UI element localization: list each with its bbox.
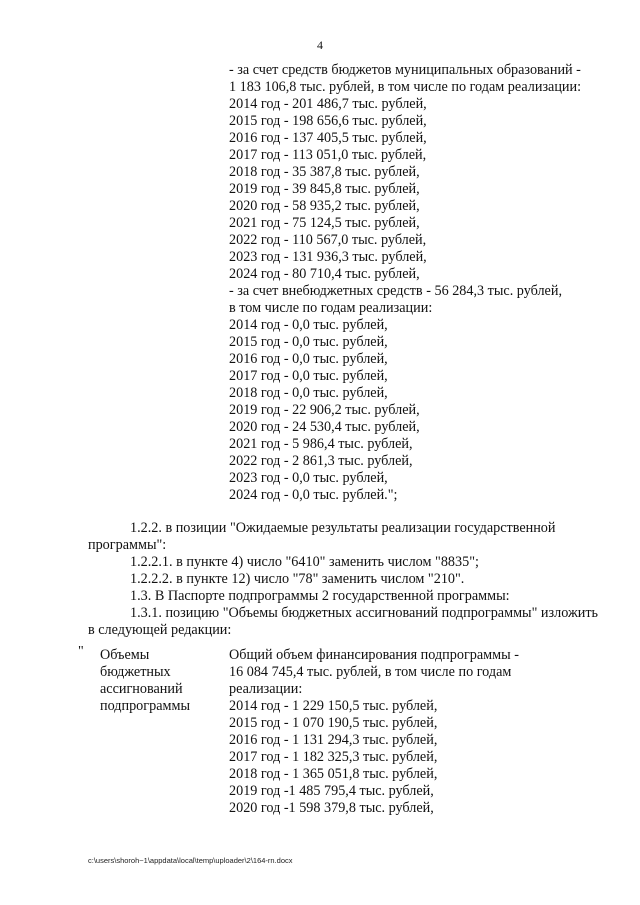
table-year-2017: 2017 год - 1 182 325,3 тыс. рублей, <box>229 749 438 765</box>
table-year-2014: 2014 год - 1 229 150,5 тыс. рублей, <box>229 698 438 714</box>
table-word: тыс. <box>307 664 333 680</box>
municipal-funding-block <box>229 62 609 504</box>
extrabudget-year-2016: 2016 год - 0,0 тыс. рублей, <box>229 351 388 367</box>
section-word: бюджетных <box>281 605 352 621</box>
extrabudget-year-2024: 2024 год - 0,0 тыс. рублей."; <box>229 487 398 503</box>
left-label-line: бюджетных <box>100 664 171 680</box>
municipal-year-2014: 2014 год - 201 486,7 тыс. рублей, <box>229 96 427 112</box>
extrabudget-line-2: в том числе по годам реализации: <box>229 300 433 316</box>
extrabudget-word: внебюджетных <box>281 283 374 299</box>
table-word: числе <box>420 664 455 680</box>
page-number: 4 <box>317 38 323 52</box>
section-word: государственной <box>454 520 556 536</box>
section-word: "Ожидаемые <box>229 520 308 536</box>
extrabudget-word: за <box>237 283 250 299</box>
section-1-2-2 <box>88 520 612 639</box>
extrabudget-year-2015: 2015 год - 0,0 тыс. рублей, <box>229 334 388 350</box>
section-1-3: 1.3. В Паспорте подпрограммы 2 государственной программы: <box>130 588 510 604</box>
extrabudget-word: тыс. <box>487 283 514 299</box>
opening-quote: " <box>78 644 84 659</box>
extrabudget-year-2019: 2019 год - 22 906,2 тыс. рублей, <box>229 402 420 418</box>
left-label-line: ассигнований <box>100 681 183 697</box>
left-label-line: Объемы <box>100 647 150 663</box>
section-word: позицию <box>165 605 220 621</box>
table-word: 16 084 745,4 <box>229 664 304 680</box>
municipal-year-2016: 2016 год - 137 405,5 тыс. рублей, <box>229 130 427 146</box>
table-word: Общий <box>229 647 273 663</box>
table-row-1 <box>229 647 612 664</box>
table-word: подпрограммы <box>420 647 511 663</box>
extrabudget-word: средств <box>376 283 423 299</box>
section-word: "Объемы <box>222 605 278 621</box>
section-word: реализации <box>381 520 451 536</box>
table-year-2020: 2020 год -1 598 379,8 тыс. рублей, <box>229 800 434 816</box>
extrabudget-year-2023: 2023 год - 0,0 тыс. рублей, <box>229 470 388 486</box>
table-word: рублей, <box>336 664 382 680</box>
section-1-3-1-line-2: в следующей редакции: <box>88 622 232 638</box>
extrabudget-year-2017: 2017 год - 0,0 тыс. рублей, <box>229 368 388 384</box>
table-word: - <box>514 647 519 663</box>
section-word: ассигнований <box>355 605 439 621</box>
section-word: подпрограммы" <box>441 605 538 621</box>
table-year-2018: 2018 год - 1 365 051,8 тыс. рублей, <box>229 766 438 782</box>
municipal-year-2020: 2020 год - 58 935,2 тыс. рублей, <box>229 198 420 214</box>
table-word: годам <box>476 664 512 680</box>
extrabudget-year-2021: 2021 год - 5 986,4 тыс. рублей, <box>229 436 413 452</box>
section-1-2-2-1: 1.2.2.1. в пункте 4) число "6410" заменить числом "8835"; <box>130 554 479 570</box>
municipal-year-2019: 2019 год - 39 845,8 тыс. рублей, <box>229 181 420 197</box>
table-row-2 <box>229 664 612 681</box>
table-word: по <box>458 664 474 680</box>
section-1-2-2-2: 1.2.2.2. в пункте 12) число "78" заменить числом "210". <box>130 571 465 587</box>
section-word: 1.3.1. <box>130 605 162 621</box>
table-right-content <box>229 647 612 817</box>
municipal-year-2022: 2022 год - 110 567,0 тыс. рублей, <box>229 232 427 248</box>
municipal-year-2021: 2021 год - 75 124,5 тыс. рублей, <box>229 215 420 231</box>
section-word: в <box>165 520 173 536</box>
extrabudget-line-1 <box>229 283 612 300</box>
section-1-3-1-line-1 <box>88 605 612 622</box>
extrabudget-year-2020: 2020 год - 24 530,4 тыс. рублей, <box>229 419 420 435</box>
section-word: 1.2.2. <box>130 520 162 536</box>
extrabudget-word: - <box>426 283 431 299</box>
municipal-line-2: 1 183 106,8 тыс. рублей, в том числе по годам реализации: <box>229 79 582 95</box>
table-word: финансирования <box>316 647 418 663</box>
section-word: результаты <box>311 520 378 536</box>
extrabudget-word: 56 284,3 <box>434 283 485 299</box>
table-year-2019: 2019 год -1 485 795,4 тыс. рублей, <box>229 783 434 799</box>
footer-file-path: c:\users\shoroh~1\appdata\local\temp\uploader\2\164-rn.docx <box>88 856 293 865</box>
municipal-year-2017: 2017 год - 113 051,0 тыс. рублей, <box>229 147 427 163</box>
municipal-year-2024: 2024 год - 80 710,4 тыс. рублей, <box>229 266 420 282</box>
extrabudget-year-2014: 2014 год - 0,0 тыс. рублей, <box>229 317 388 333</box>
section-word: изложить <box>540 605 599 621</box>
table-row-3: реализации: <box>229 681 303 697</box>
extrabudget-year-2022: 2022 год - 2 861,3 тыс. рублей, <box>229 453 413 469</box>
section-1-2-2-line-2: программы": <box>88 537 167 553</box>
extrabudget-year-2018: 2018 год - 0,0 тыс. рублей, <box>229 385 388 401</box>
municipal-year-2015: 2015 год - 198 656,6 тыс. рублей, <box>229 113 427 129</box>
section-word: позиции <box>175 520 227 536</box>
table-word: в <box>384 664 392 680</box>
left-label-line: подпрограммы <box>100 698 190 714</box>
extrabudget-word: счет <box>252 283 279 299</box>
table-left-label <box>100 647 220 715</box>
municipal-year-2018: 2018 год - 35 387,8 тыс. рублей, <box>229 164 420 180</box>
table-year-2016: 2016 год - 1 131 294,3 тыс. рублей, <box>229 732 438 748</box>
municipal-year-2023: 2023 год - 131 936,3 тыс. рублей, <box>229 249 427 265</box>
table-word: объем <box>276 647 313 663</box>
extrabudget-word: рублей, <box>516 283 562 299</box>
table-year-2015: 2015 год - 1 070 190,5 тыс. рублей, <box>229 715 438 731</box>
extrabudget-word: - <box>229 283 234 299</box>
table-word: том <box>395 664 417 680</box>
municipal-line-1: - за счет средств бюджетов муниципальных образований - <box>229 62 581 78</box>
section-1-2-2-line-1 <box>88 520 612 537</box>
